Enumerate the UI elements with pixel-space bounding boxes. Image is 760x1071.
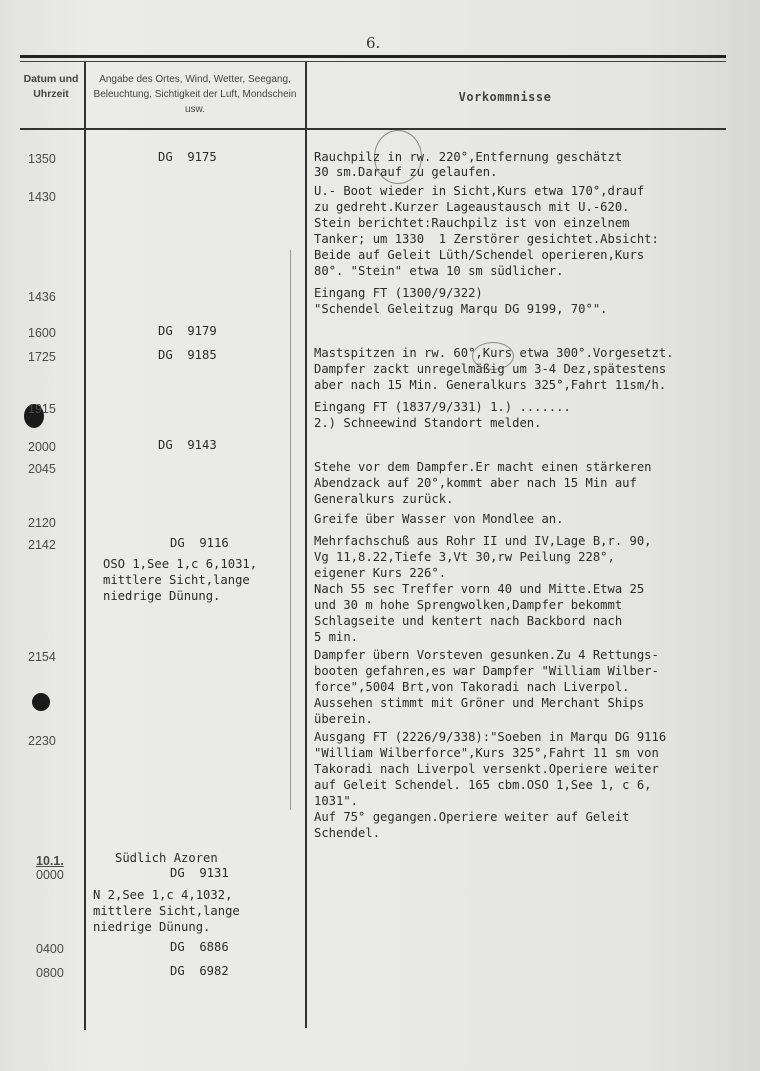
top-rule xyxy=(20,55,726,58)
entry-location: DG 9131 xyxy=(170,866,229,880)
entry-time: 0400 xyxy=(36,942,64,956)
entry-location: DG 9175 xyxy=(158,150,217,164)
entry-location: DG 9179 xyxy=(158,324,217,338)
entry-text-line: aber nach 15 Min. Generalkurs 325°,Fahrt 11sm/h. xyxy=(314,378,667,392)
entry-text-line: U.- Boot wieder in Sicht,Kurs etwa 170°,drauf xyxy=(314,184,645,198)
entry-time: 0000 xyxy=(36,868,64,882)
header-rule xyxy=(20,128,726,130)
entry-text-line: Dampfer übern Vorsteven gesunken.Zu 4 Rettungs- xyxy=(314,648,659,662)
page-number: 6. xyxy=(366,34,381,52)
entry-time: 1430 xyxy=(28,190,56,204)
entry-location: Südlich Azoren xyxy=(115,851,218,865)
entry-location: DG 9116 xyxy=(170,536,229,550)
entry-text-line: Schendel. xyxy=(314,826,381,840)
entry-text-line: eigener Kurs 226°. xyxy=(314,566,447,580)
entry-time: 1350 xyxy=(28,152,56,166)
entry-time: 1600 xyxy=(28,326,56,340)
entry-text-line: Mehrfachschuß aus Rohr II und IV,Lage B,r. 90, xyxy=(314,534,652,548)
entry-text-line: Aussehen stimmt mit Gröner und Merchant Ships xyxy=(314,696,645,710)
entry-location: DG 6982 xyxy=(170,964,229,978)
entry-time: 1436 xyxy=(28,290,56,304)
entry-time: 2142 xyxy=(28,538,56,552)
entry-text-line: Mastspitzen in rw. 60°,Kurs etwa 300°.Vorgesetzt. xyxy=(314,346,674,360)
top-rule-thin xyxy=(20,61,726,62)
entry-weather-line: niedrige Dünung. xyxy=(93,920,211,934)
entry-text-line: Tanker; um 1330 1 Zerstörer gesichtet.Absicht: xyxy=(314,232,659,246)
entry-text-line: 1031". xyxy=(314,794,359,808)
entry-text-line: "William Wilberforce",Kurs 325°,Fahrt 11 sm von xyxy=(314,746,659,760)
entry-text-line: "Schendel Geleitzug Marqu DG 9199, 70°". xyxy=(314,302,608,316)
entry-text-line: Dampfer zackt unregelmäßig um 3-4 Dez,spätestens xyxy=(314,362,667,376)
entry-weather-line: N 2,See 1,c 4,1032, xyxy=(93,888,233,902)
entry-text-line: Takoradi nach Liverpol versenkt.Operiere weiter xyxy=(314,762,659,776)
entry-text-line: Abendzack auf 20°,kommt aber nach 15 Min auf xyxy=(314,476,637,490)
header-place-column: Angabe des Ortes, Wind, Wetter, Seegang, Beleuchtung, Sichtigkeit der Luft, Mondschein usw. xyxy=(93,74,297,115)
entry-weather-line: mittlere Sicht,lange xyxy=(93,904,240,918)
entry-text-line: Auf 75° gegangen.Operiere weiter auf Geleit xyxy=(314,810,630,824)
entry-text-line: auf Geleit Schendel. 165 cbm.OSO 1,See 1, c 6, xyxy=(314,778,652,792)
entry-text-line: überein. xyxy=(314,712,373,726)
entry-text-line: Rauchpilz in rw. 220°,Entfernung geschätzt xyxy=(314,150,623,164)
entry-text-line: Vg 11,8.22,Tiefe 3,Vt 30,rw Peilung 228°, xyxy=(314,550,615,564)
entry-time: 0800 xyxy=(36,966,64,980)
entry-text-line: 30 sm.Darauf zu gelaufen. xyxy=(314,165,498,179)
entry-text-line: Schlagseite und kentert nach Backbord nach xyxy=(314,614,623,628)
column-divider-date xyxy=(84,62,86,1030)
entry-text-line: 5 min. xyxy=(314,630,359,644)
entry-text-line: Greife über Wasser von Mondlee an. xyxy=(314,512,564,526)
entry-weather-line: mittlere Sicht,lange xyxy=(103,573,250,587)
entry-location: DG 6886 xyxy=(170,940,229,954)
entry-weather-line: OSO 1,See 1,c 6,1031, xyxy=(103,557,258,571)
entry-text-line: Stein berichtet:Rauchpilz ist von einzelnem xyxy=(314,216,630,230)
entry-text-line: Generalkurs zurück. xyxy=(314,492,454,506)
punch-hole xyxy=(32,693,50,711)
entry-text-line: Stehe vor dem Dampfer.Er macht einen stärkeren xyxy=(314,460,652,474)
pencil-line-mark xyxy=(290,250,291,810)
entry-weather-line: niedrige Dünung. xyxy=(103,589,221,603)
entry-time: 2154 xyxy=(28,650,56,664)
entry-text-line: Ausgang FT (2226/9/338):"Soeben in Marqu DG 9116 xyxy=(314,730,667,744)
entry-time: 2045 xyxy=(28,462,56,476)
entry-time: 1915 xyxy=(28,402,56,416)
entry-text-line: 80°. "Stein" etwa 10 sm südlicher. xyxy=(314,264,564,278)
entry-time: 2230 xyxy=(28,734,56,748)
entry-text-line: Beide auf Geleit Lüth/Schendel operieren,Kurs xyxy=(314,248,645,262)
entry-location: DG 9185 xyxy=(158,348,217,362)
entry-location: DG 9143 xyxy=(158,438,217,452)
entry-text-line: Nach 55 sec Treffer vorn 40 und Mitte.Etwa 25 xyxy=(314,582,645,596)
entry-time: 1725 xyxy=(28,350,56,364)
entry-text-line: zu gedreht.Kurzer Lageaustausch mit U.-620. xyxy=(314,200,630,214)
entry-text-line: force",5004 Brt,von Takoradi nach Liverpol. xyxy=(314,680,630,694)
entry-text-line: und 30 m hohe Sprengwolken,Dampfer bekommt xyxy=(314,598,623,612)
column-divider-place xyxy=(305,62,307,1028)
entry-text-line: 2.) Schneewind Standort melden. xyxy=(314,416,542,430)
header-events-column: Vorkommnisse xyxy=(458,90,552,104)
entry-text-line: Eingang FT (1300/9/322) xyxy=(314,286,483,300)
entry-text-line: booten gefahren,es war Dampfer "William Wilber- xyxy=(314,664,659,678)
entry-date: 10.1. xyxy=(36,854,64,868)
entry-text-line: Eingang FT (1837/9/331) 1.) ....... xyxy=(314,400,571,414)
header-date-column: Datum und Uhrzeit xyxy=(23,73,79,100)
entry-time: 2000 xyxy=(28,440,56,454)
entry-time: 2120 xyxy=(28,516,56,530)
